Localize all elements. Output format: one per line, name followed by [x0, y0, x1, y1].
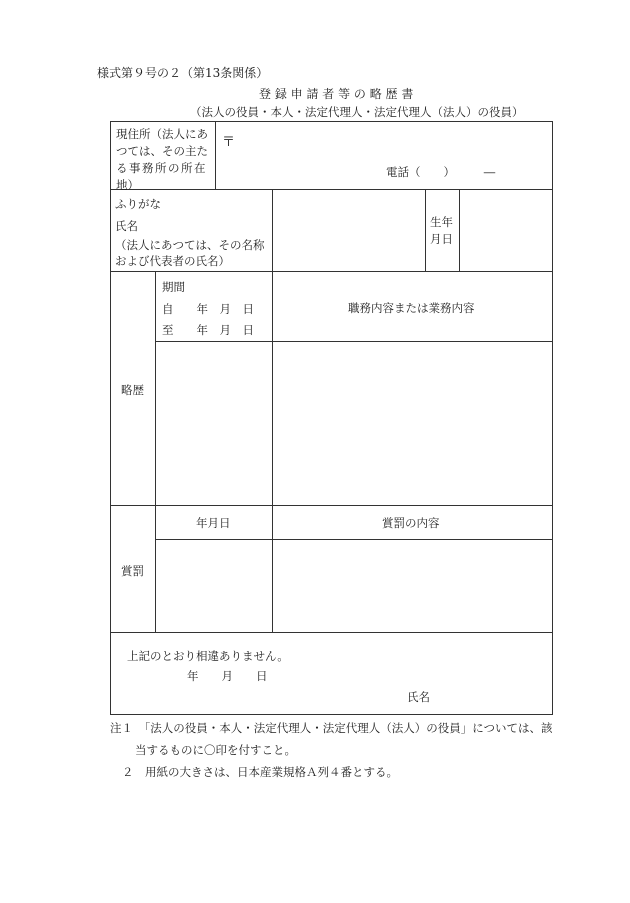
history-period-field[interactable] — [158, 345, 269, 501]
note-2: ２ 用紙の大きさは、日本産業規格Ａ列４番とする。 — [122, 765, 398, 779]
name-field[interactable] — [276, 193, 421, 267]
table-border-bottom — [110, 714, 553, 715]
period-label: 期間 — [162, 280, 185, 294]
row-divider-history — [110, 505, 553, 506]
note-1-line-2: 当するものに〇印を付すこと。 — [135, 743, 296, 757]
document-subtitle: （法人の役員・本人・法定代理人・法定代理人（法人）の役員） — [190, 105, 524, 119]
signature-label: 氏名 — [407, 690, 430, 704]
name-label: 氏名 — [115, 219, 138, 233]
awards-content-header: 賞罰の内容 — [382, 516, 440, 530]
awards-section-label: 賞罰 — [121, 564, 144, 578]
awards-content-field[interactable] — [276, 543, 548, 628]
form-number: 様式第９号の２（第13条関係） — [97, 66, 269, 80]
phone-label: 電話（ ） ― — [386, 165, 496, 179]
name-label-divider — [272, 189, 273, 271]
furigana-label: ふりがな — [115, 197, 161, 211]
section-label-divider — [155, 271, 156, 632]
job-content-header: 職務内容または業務内容 — [348, 301, 475, 315]
row-divider-awards — [110, 632, 553, 633]
birth-date-label: 生年 月日 — [430, 215, 453, 246]
history-section-label: 略歴 — [121, 383, 144, 397]
awards-date-field[interactable] — [158, 543, 269, 628]
corporation-name-note: （法人にあつては、その名称 および代表者の氏名） — [115, 238, 265, 268]
awards-date-header: 年月日 — [196, 516, 231, 530]
address-field[interactable] — [240, 128, 546, 158]
birth-label-left-divider — [425, 189, 426, 271]
postal-mark: 〒 — [222, 135, 236, 150]
content-column-divider — [272, 271, 273, 632]
row-divider-name — [110, 271, 553, 272]
table-border-top — [110, 121, 553, 122]
birth-label-right-divider — [459, 189, 460, 271]
table-border-left — [110, 121, 111, 715]
row-divider-awards-header — [155, 539, 553, 540]
history-content-field[interactable] — [276, 345, 548, 501]
signature-field[interactable] — [436, 684, 546, 706]
document-title: 登 録 申 請 者 等 の 略 歴 書 — [259, 87, 414, 101]
row-divider-history-header — [155, 341, 553, 342]
birth-date-field[interactable] — [463, 193, 549, 267]
note-1-line-1: 注１ 「法人の役員・本人・法定代理人・法定代理人（法人）の役員」については、該 — [110, 721, 553, 735]
declaration-date: 年 月 日 — [187, 669, 268, 683]
address-label: 現住所（法人にあ つては、その主た る事務所の所在 地） — [116, 127, 208, 192]
address-label-divider — [215, 121, 216, 189]
period-from-row: 自 年 月 日 — [162, 302, 254, 316]
declaration-statement: 上記のとおり相違ありません。 — [127, 649, 289, 663]
table-border-right — [552, 121, 553, 715]
period-to-row: 至 年 月 日 — [162, 323, 254, 337]
